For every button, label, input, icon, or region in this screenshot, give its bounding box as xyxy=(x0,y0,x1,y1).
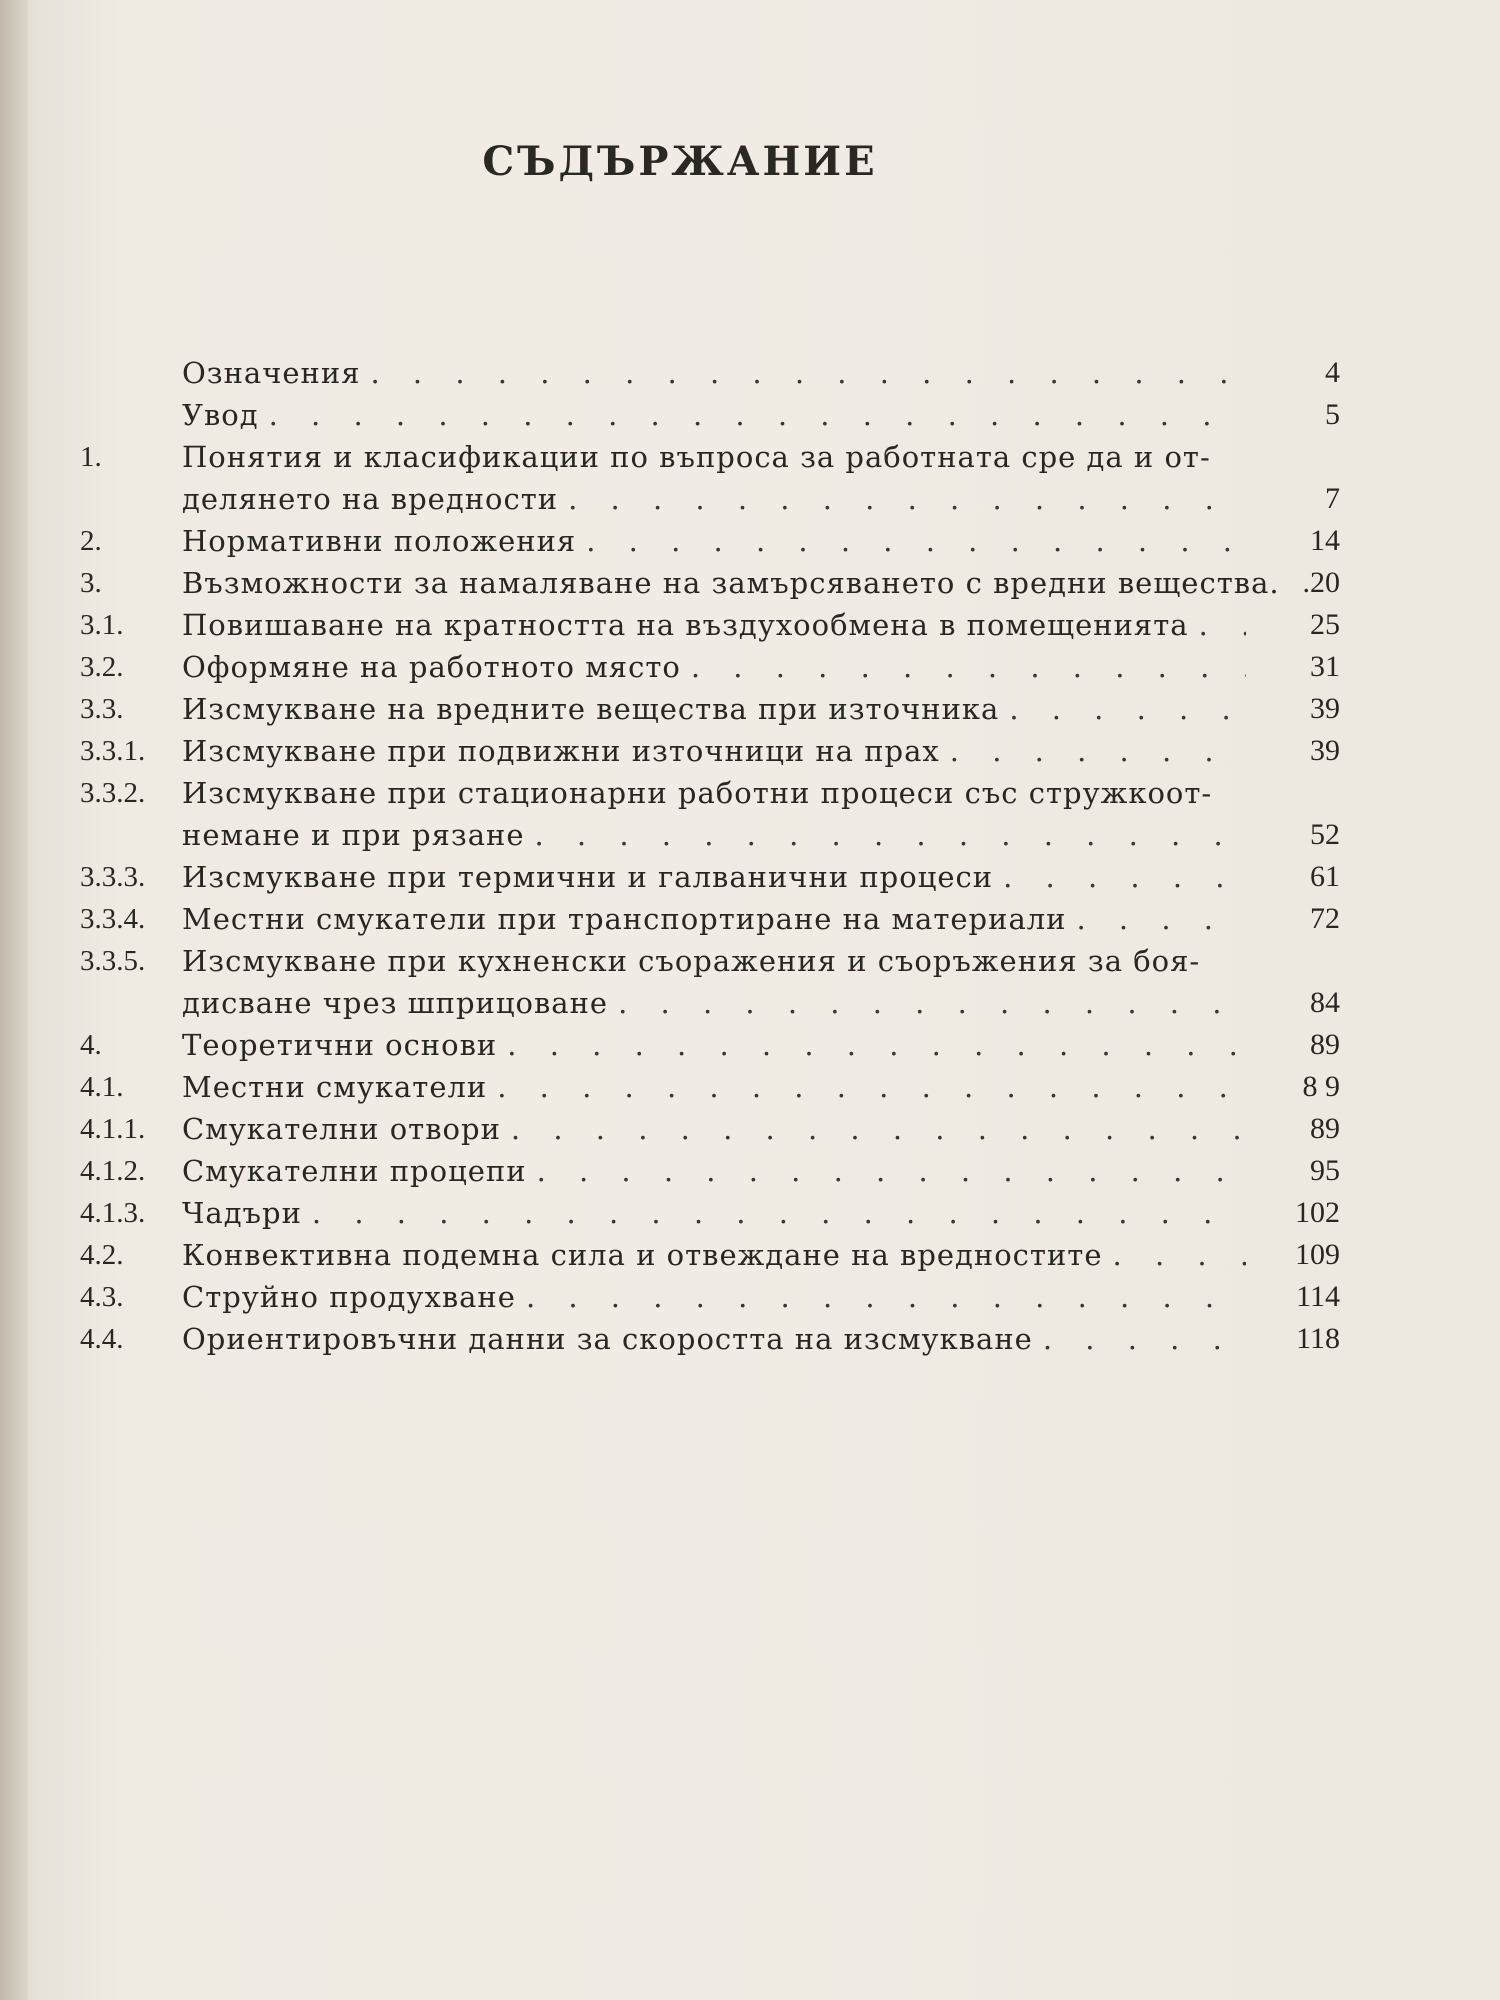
section-title: Оформяне на работното място xyxy=(182,650,681,684)
section-title: Ориентировъчни данни за скоростта на изсмукване xyxy=(182,1322,1033,1356)
dot-leader xyxy=(497,1066,1246,1108)
dot-leader xyxy=(950,730,1246,772)
dot-leader xyxy=(1043,1318,1246,1360)
toc-entry xyxy=(80,1024,1340,1066)
section-title: Смукателни процепи xyxy=(182,1154,527,1188)
dot-leader xyxy=(568,478,1246,520)
section-number: 4.1.1. xyxy=(80,1113,146,1145)
page-number: 84 xyxy=(1310,986,1340,1019)
section-title: Струйно продухване xyxy=(182,1280,516,1314)
section-title: Местни смукатели xyxy=(182,1070,488,1104)
toc-entry xyxy=(80,772,1340,856)
page-number: 14 xyxy=(1310,524,1340,557)
section-title: немане и при рязане xyxy=(182,818,525,852)
page-number: .20 xyxy=(1302,566,1340,599)
section-number: 3.3.5. xyxy=(80,945,146,977)
toc-entry xyxy=(80,604,1340,646)
section-title: Смукателни отвори xyxy=(182,1112,501,1146)
section-title: Възможности за намаляване на замърсяването с вредни вещества. xyxy=(182,566,1280,600)
dot-leader xyxy=(1076,898,1246,940)
page-number: 89 xyxy=(1310,1028,1340,1061)
toc-entry xyxy=(80,940,1340,1024)
toc-entry xyxy=(80,856,1340,898)
section-title-line: Понятия и класификации по въпроса за работната сре да и от- xyxy=(182,440,1211,474)
section-title: Нормативни положения xyxy=(182,524,577,558)
dot-leader xyxy=(618,982,1246,1024)
section-number: 1. xyxy=(80,441,102,473)
section-title: Теоретични основи xyxy=(182,1028,498,1062)
dot-leader xyxy=(312,1192,1246,1234)
section-number: 3.2. xyxy=(80,651,124,683)
dot-leader xyxy=(1003,856,1246,898)
dot-leader xyxy=(537,1150,1246,1192)
section-title: Чадъри xyxy=(182,1196,302,1230)
toc-entry xyxy=(80,352,1340,394)
page-number: 39 xyxy=(1310,692,1340,725)
section-title: Увод xyxy=(182,398,259,432)
page-number: 31 xyxy=(1310,650,1340,683)
section-title: дисване чрез шприцоване xyxy=(182,986,609,1020)
page-number: 89 xyxy=(1310,1112,1340,1145)
dot-leader xyxy=(1113,1234,1246,1276)
section-number: 4.2. xyxy=(80,1239,124,1271)
section-number: 2. xyxy=(80,525,102,557)
section-title: Изсмукване при подвижни източници на прах xyxy=(182,734,940,768)
section-title: делянето на вредности xyxy=(182,482,559,516)
page-number: 118 xyxy=(1296,1322,1340,1355)
page-number: 102 xyxy=(1295,1196,1340,1229)
dot-leader xyxy=(535,814,1247,856)
section-number: 3.3.3. xyxy=(80,861,146,893)
section-number: 4.3. xyxy=(80,1281,124,1313)
table-of-contents xyxy=(80,352,1340,1360)
page-number: 8 9 xyxy=(1302,1070,1340,1103)
page-number: 39 xyxy=(1310,734,1340,767)
page-number: 109 xyxy=(1295,1238,1340,1271)
section-title: Изсмукване при термични и галванични процеси xyxy=(182,860,994,894)
section-title: Местни смукатели при транспортиране на материали xyxy=(182,902,1067,936)
toc-entry xyxy=(80,562,1340,604)
page-number: 95 xyxy=(1310,1154,1340,1187)
dot-leader xyxy=(526,1276,1246,1318)
toc-entry xyxy=(80,436,1340,520)
section-number: 4.1. xyxy=(80,1071,124,1103)
toc-entry xyxy=(80,1234,1340,1276)
page-number: 25 xyxy=(1310,608,1340,641)
toc-entry xyxy=(80,1318,1340,1360)
toc-entry xyxy=(80,1192,1340,1234)
section-title: Означения xyxy=(182,356,361,390)
page-number: 52 xyxy=(1310,818,1340,851)
section-number: 3.3. xyxy=(80,693,124,725)
page-number: 7 xyxy=(1325,482,1340,515)
section-number: 3. xyxy=(80,567,102,599)
section-title: Конвективна подемна сила и отвеждане на вредностите xyxy=(182,1238,1103,1272)
dot-leader xyxy=(269,394,1246,436)
toc-entry xyxy=(80,688,1340,730)
page-title: СЪДЪРЖАНИЕ xyxy=(482,138,878,185)
toc-entry xyxy=(80,1276,1340,1318)
section-number: 3.3.4. xyxy=(80,903,146,935)
section-number: 3.1. xyxy=(80,609,124,641)
dot-leader xyxy=(507,1024,1246,1066)
page-number: 4 xyxy=(1325,356,1340,389)
book-spine-shadow xyxy=(0,0,28,2000)
section-number: 4.4. xyxy=(80,1323,124,1355)
toc-entry xyxy=(80,394,1340,436)
dot-leader xyxy=(1009,688,1246,730)
dot-leader xyxy=(586,520,1246,562)
section-title-line: Изсмукване при стационарни работни процеси със стружкоот- xyxy=(182,776,1213,810)
toc-entry xyxy=(80,1108,1340,1150)
section-number: 4. xyxy=(80,1029,102,1061)
section-number: 3.3.1. xyxy=(80,735,146,767)
toc-entry xyxy=(80,646,1340,688)
toc-entry xyxy=(80,520,1340,562)
page-number: 72 xyxy=(1310,902,1340,935)
dot-leader xyxy=(371,352,1247,394)
section-title: Изсмукване на вредните вещества при източника xyxy=(182,692,1000,726)
section-number: 3.3.2. xyxy=(80,777,146,809)
dot-leader xyxy=(1199,604,1246,646)
dot-leader xyxy=(511,1108,1246,1150)
section-number: 4.1.2. xyxy=(80,1155,146,1187)
toc-entry xyxy=(80,1150,1340,1192)
dot-leader xyxy=(691,646,1246,688)
section-title: Повишаване на кратността на въздухообмена в помещенията xyxy=(182,608,1189,642)
page-number: 114 xyxy=(1296,1280,1340,1313)
section-title-line: Изсмукване при кухненски съоражения и съоръжения за боя- xyxy=(182,944,1201,978)
section-number: 4.1.3. xyxy=(80,1197,146,1229)
toc-entry xyxy=(80,730,1340,772)
toc-entry xyxy=(80,898,1340,940)
page-number: 61 xyxy=(1310,860,1340,893)
toc-entry xyxy=(80,1066,1340,1108)
page-number: 5 xyxy=(1325,398,1340,431)
